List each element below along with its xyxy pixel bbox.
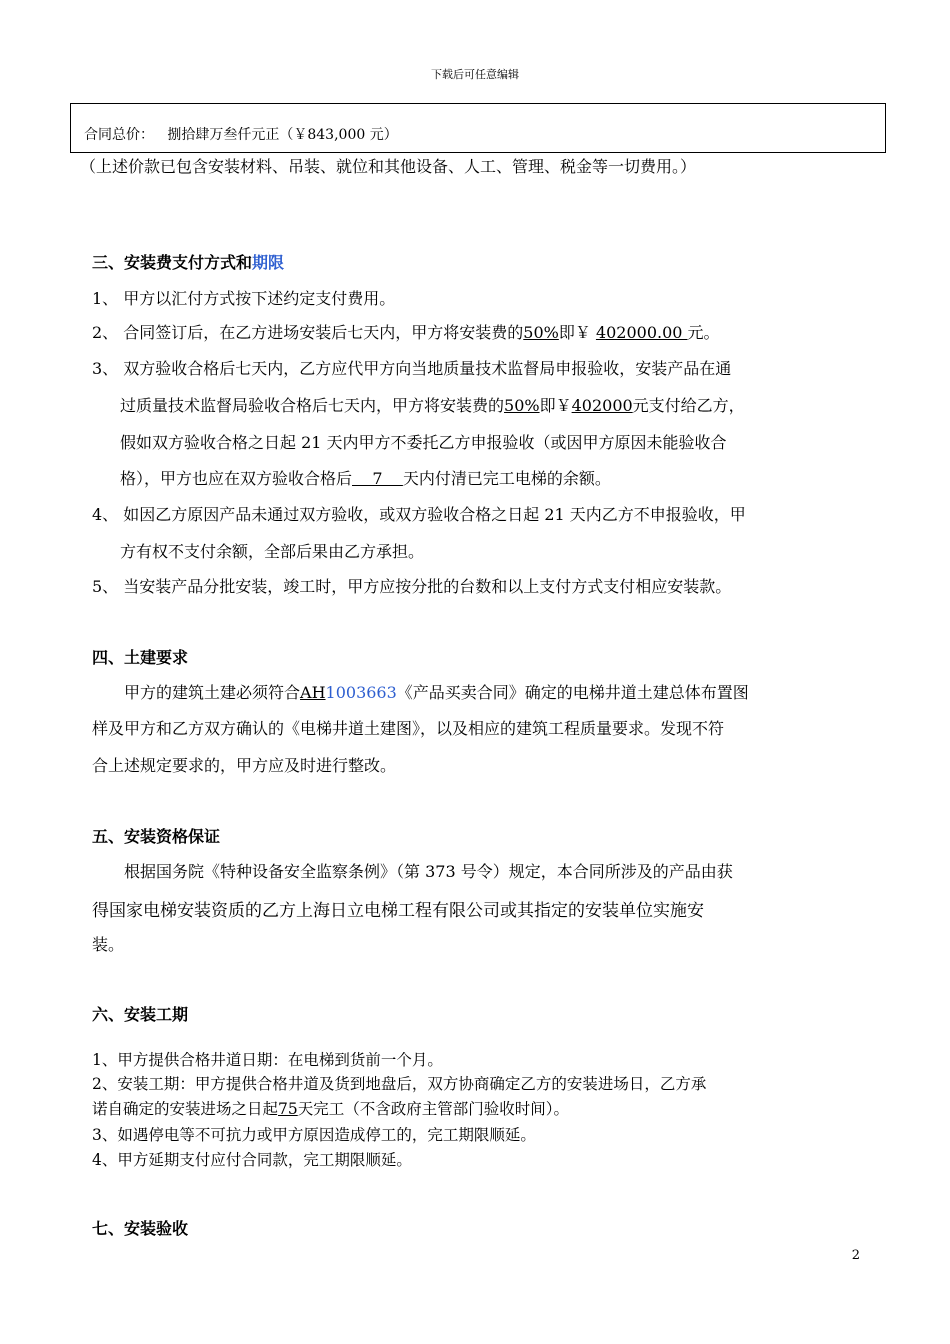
- section3-item2-percent: 50%: [523, 323, 559, 342]
- section4-line2: 样及甲方和乙方双方确认的《电梯井道土建图》，以及相应的建筑工程质量要求。发现不符: [92, 719, 725, 738]
- section5-line1: 根据国务院《特种设备安全监察条例》（第 373 号令）规定，本合同所涉及的产品由获: [124, 862, 733, 881]
- contract-total: [84, 124, 398, 144]
- section4-l1-text: 甲方的建筑土建必须符合: [124, 683, 301, 702]
- section4-title: 四、土建要求: [92, 648, 189, 667]
- section3-item2-amount: 402000.00: [595, 323, 688, 342]
- section4-contract-prefix: AH: [300, 683, 326, 702]
- section3-item3-line2: [120, 393, 745, 416]
- section5-line3: 装。: [92, 935, 125, 954]
- section3-title: [92, 250, 284, 273]
- section3-title-main: 三、安装费支付方式和: [92, 253, 253, 272]
- section6-item2-line1: 2、安装工期：甲方提供合格井道及货到地盘后，双方协商确定乙方的安装进场日，乙方承: [92, 1075, 707, 1093]
- section6-item2-days: 75: [278, 1100, 298, 1118]
- section3-item4-line2: 方有权不支付余额，全部后果由乙方承担。: [120, 542, 425, 561]
- price-note: （上述价款已包含安装材料、吊装、就位和其他设备、人工、管理、税金等一切费用。）: [80, 157, 697, 176]
- section3-item3-amount: 402000: [571, 396, 633, 415]
- section3-item2: [92, 320, 720, 343]
- section3-item3-tail: 元支付给乙方，: [632, 396, 745, 415]
- section3-item3-l4-text: 格），甲方也应在双方验收合格后: [120, 469, 353, 488]
- section3-item3-text: 过质量技术监督局验收合格后七天内，甲方将安装费的: [120, 396, 505, 415]
- section4-line1: [124, 680, 749, 703]
- section7-title: 七、安装验收: [92, 1219, 189, 1238]
- section3-item3-days: 7: [352, 469, 403, 488]
- section3-item1: 1、 甲方以汇付方式按下述约定支付费用。: [92, 289, 396, 308]
- section6-title: 六、安装工期: [92, 1005, 189, 1024]
- section3-item5: 5、 当安装产品分批安装，竣工时，甲方应按分批的台数和以上支付方式支付相应安装款。: [92, 577, 732, 596]
- section3-item3-line4: [120, 466, 611, 489]
- section3-title-highlight: 期限: [252, 253, 285, 272]
- section3-item2-text: 2、 合同签订后，在乙方进场安装后七天内，甲方将安装费的: [92, 323, 524, 342]
- section6-item3: 3、如遇停电等不可抗力或甲方原因造成停工的，完工期限顺延。: [92, 1126, 536, 1144]
- section6-item2-tail: 天完工（不含政府主管部门验收时间）。: [297, 1100, 570, 1118]
- section3-item3-line3: 假如双方验收合格之日起 21 天内甲方不委托乙方申报验收（或因甲方原因未能验收合: [120, 433, 727, 452]
- section3-item3-currency: 即￥: [539, 396, 572, 415]
- section6-item2-line2: [92, 1097, 569, 1119]
- section5-title: 五、安装资格保证: [92, 827, 221, 846]
- section3-item3-l4-tail: 天内付清已完工电梯的余额。: [402, 469, 611, 488]
- page-number: 2: [851, 1248, 860, 1263]
- section4-contract-number: 1003663: [325, 683, 397, 702]
- section3-item3-line1: 3、 双方验收合格后七天内，乙方应代甲方向当地质量技术监督局申报验收，安装产品在通: [92, 359, 732, 378]
- section4-line3: 合上述规定要求的，甲方应及时进行整改。: [92, 756, 397, 775]
- section5-line2: 得国家电梯安装资质的乙方上海日立电梯工程有限公司或其指定的安装单位实施安: [92, 901, 704, 921]
- page-header: 下载后可任意编辑: [431, 68, 519, 81]
- section4-l1-tail: 《产品买卖合同》确定的电梯井道土建总体布置图: [396, 683, 749, 702]
- contract-total-label: 合同总价：: [84, 127, 154, 143]
- section3-item4-line1: 4、 如因乙方原因产品未通过双方验收，或双方验收合格之日起 21 天内乙方不申报验收，甲: [92, 505, 746, 524]
- section3-item2-unit: 元。: [687, 323, 720, 342]
- section6-item1: 1、甲方提供合格井道日期：在电梯到货前一个月。: [92, 1051, 443, 1069]
- section6-item2-text: 诺自确定的安装进场之日起: [92, 1100, 279, 1118]
- section6-item4: 4、甲方延期支付应付合同款，完工期限顺延。: [92, 1151, 412, 1169]
- section3-item2-currency: 即￥: [558, 323, 596, 342]
- section3-item3-percent: 50%: [504, 396, 540, 415]
- contract-total-value: 捌拾肆万叁仟元正（￥843,000 元）: [167, 127, 398, 143]
